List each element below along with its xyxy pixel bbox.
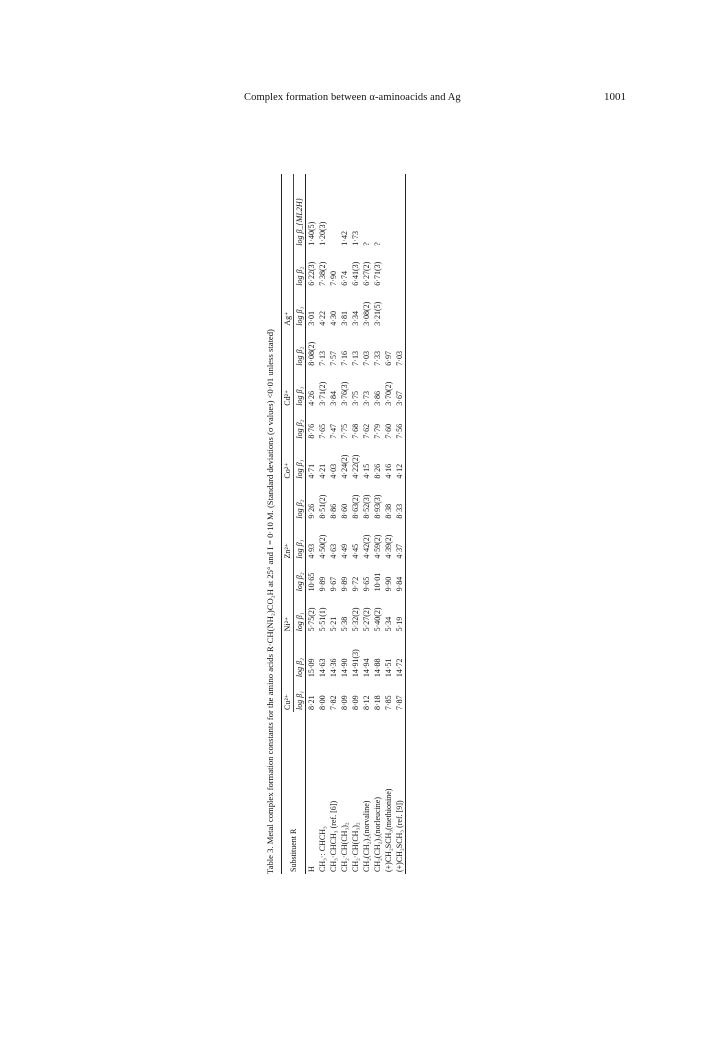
- value-cell: 8·76: [307, 423, 316, 439]
- value-cell: 8·38: [384, 503, 393, 519]
- value-cell: 6·27(2): [362, 261, 371, 286]
- substituent-cell: CH₂(CH₂)₂(norvaline): [362, 800, 371, 872]
- value-cell: 8·12: [362, 695, 371, 710]
- value-cell: 7·13: [351, 351, 360, 366]
- value-cell: 10·65: [307, 572, 316, 592]
- value-cell: 7·47: [329, 423, 338, 439]
- substituent-cell: CH₃·CHCH₃ (ref. [6]): [329, 800, 338, 872]
- value-cell: 3·08(2): [362, 301, 371, 326]
- column-subheader: log β₂: [295, 658, 304, 678]
- value-cell: 7·16: [340, 351, 349, 366]
- substituent-cell: (+)CH₂SCH₃ (ref. [9]): [395, 800, 404, 872]
- table-row: [394, 174, 406, 874]
- table-row: [350, 174, 361, 874]
- table-row: [328, 174, 339, 874]
- page-number: 1001: [604, 91, 626, 103]
- value-cell: 5·27(2): [362, 607, 371, 632]
- value-cell: 1·20(3): [318, 221, 327, 246]
- value-cell: 4·71: [307, 463, 316, 479]
- value-cell: 9·84: [395, 576, 404, 592]
- value-cell: ?: [373, 242, 382, 246]
- substituent-cell: (+)CH₂SCH₃(methionine): [384, 788, 393, 872]
- value-cell: 8·63(2): [351, 494, 360, 519]
- value-cell: 7·62: [362, 423, 371, 439]
- metal-header: Ni²⁺: [282, 561, 294, 634]
- value-cell: 6·97: [384, 351, 393, 366]
- value-cell: 3·01: [307, 311, 316, 326]
- value-cell: 14·72: [395, 658, 404, 678]
- value-cell: 6·74: [340, 271, 349, 286]
- value-cell: 9·72: [351, 576, 360, 592]
- value-cell: 6·22(3): [307, 261, 316, 286]
- substituent-cell: CH₂·CH(CH₃)₂: [351, 822, 360, 872]
- value-cell: 14·94: [362, 658, 371, 678]
- table-row: [339, 174, 350, 874]
- value-cell: 7·60: [384, 423, 393, 439]
- column-subheader: log β₁: [295, 459, 304, 479]
- value-cell: 15·09: [307, 658, 316, 678]
- value-cell: 7·82: [329, 695, 338, 710]
- value-cell: 4·16: [384, 463, 393, 479]
- value-cell: 4·26: [307, 391, 316, 406]
- value-cell: 4·93: [307, 543, 316, 559]
- value-cell: 9·89: [318, 576, 327, 592]
- value-cell: 3·75: [351, 391, 360, 406]
- value-cell: 4·03: [329, 463, 338, 479]
- value-cell: 3·67: [395, 391, 404, 406]
- value-cell: 3·70(2): [384, 381, 393, 406]
- value-cell: 8·52(3): [362, 494, 371, 519]
- column-subheader: log β₁: [295, 386, 304, 406]
- running-title: Complex formation between α-aminoacids and Ag: [244, 92, 461, 103]
- value-cell: 7·85: [384, 695, 393, 710]
- value-cell: 5·40(2): [373, 607, 382, 632]
- value-cell: 14·36: [329, 658, 338, 678]
- rotated-table-block: [263, 174, 433, 874]
- value-cell: 4·21: [318, 463, 327, 479]
- metal-header: Cd²⁺: [282, 328, 294, 408]
- table-row: [372, 174, 383, 874]
- value-cell: 7·79: [373, 423, 382, 439]
- value-cell: 8·09: [340, 695, 349, 710]
- value-cell: 9·26: [307, 503, 316, 519]
- value-cell: 4·63: [329, 543, 338, 559]
- value-cell: 7·75: [340, 423, 349, 439]
- column-subheader: log β₂: [295, 572, 304, 592]
- value-cell: 4·12: [395, 463, 404, 479]
- value-cell: 14·63: [318, 658, 327, 678]
- value-cell: 14·88: [373, 658, 382, 678]
- value-cell: 4·59(2): [373, 534, 382, 559]
- column-subheader: log β_{ML2H}: [295, 198, 304, 246]
- value-cell: 9·90: [384, 576, 393, 592]
- value-cell: 7·03: [362, 351, 371, 366]
- value-cell: ?: [362, 242, 371, 246]
- value-cell: 8·26: [373, 463, 382, 479]
- value-cell: 5·34: [384, 616, 393, 632]
- value-cell: 10·01: [373, 572, 382, 592]
- value-cell: 4·30: [329, 311, 338, 326]
- table-row: [361, 174, 372, 874]
- value-cell: 3·81: [340, 311, 349, 326]
- value-cell: 8·60: [340, 503, 349, 519]
- value-cell: 6·41(3): [351, 261, 360, 286]
- table-caption: Table 3. Metal complex formation constants for the amino acids R·CH(NH₂)CO₂H at 25° and I = 0·10 M. (Standard deviations (σ values) <0·01 unless stated): [265, 329, 275, 874]
- value-cell: 9·67: [329, 576, 338, 592]
- substituent-cell: CH₂·CH(CH₃)₂: [340, 822, 349, 872]
- value-cell: 4·42(2): [362, 534, 371, 559]
- table-row: [306, 174, 318, 874]
- value-cell: 8·18: [373, 695, 382, 710]
- value-cell: 4·22(2): [351, 454, 360, 479]
- value-cell: 7·56: [395, 423, 404, 439]
- value-cell: 4·22: [318, 311, 327, 326]
- value-cell: 7·57: [329, 351, 338, 366]
- value-cell: 8·21: [307, 695, 316, 710]
- value-cell: 3·84: [329, 391, 338, 406]
- substituent-cell: CH₂(CH₂)₃(norleucine): [373, 796, 382, 872]
- value-cell: 7·38(2): [318, 261, 327, 286]
- value-cell: 9·89: [340, 576, 349, 592]
- value-cell: [394, 174, 406, 248]
- table-body: [306, 174, 406, 874]
- value-cell: 8·33: [395, 503, 404, 519]
- value-cell: 8·00: [318, 695, 327, 710]
- value-cell: 5·32(2): [351, 607, 360, 632]
- metal-header: Cu²⁺: [282, 633, 294, 712]
- column-subheader: log β₁: [295, 306, 304, 326]
- value-cell: 3·86: [373, 391, 382, 406]
- formation-constants-table: [281, 174, 406, 874]
- value-cell: 14·90: [340, 658, 349, 678]
- value-cell: 4·37: [395, 543, 404, 559]
- value-cell: 8·86: [329, 503, 338, 519]
- table-row: [317, 174, 328, 874]
- value-cell: 3·34: [351, 311, 360, 326]
- value-cell: 14·91(3): [351, 649, 360, 678]
- value-cell: 9·65: [362, 576, 371, 592]
- value-cell: 3·73: [362, 391, 371, 406]
- metal-header: Co²⁺: [282, 408, 294, 481]
- column-subheader: log β₂: [295, 499, 304, 519]
- column-subheader: log β₂: [295, 419, 304, 439]
- value-cell: [394, 288, 406, 328]
- value-cell: 8·93(3): [373, 494, 382, 519]
- value-cell: 4·49: [340, 543, 349, 559]
- column-subheader: log β₁: [295, 612, 304, 632]
- value-cell: 4·45: [351, 543, 360, 559]
- value-cell: [328, 174, 339, 248]
- value-cell: 7·65: [318, 423, 327, 439]
- column-subheader: log β₁: [295, 691, 304, 710]
- value-cell: [383, 174, 394, 248]
- value-cell: 4·39(2): [384, 534, 393, 559]
- value-cell: 5·75(2): [307, 607, 316, 632]
- value-cell: 5·38: [340, 616, 349, 632]
- value-cell: [383, 248, 394, 288]
- value-cell: 5·51(1): [318, 607, 327, 632]
- substituent-header: Substituent R: [289, 828, 298, 872]
- table-row: [383, 174, 394, 874]
- value-cell: 8·08(2): [307, 341, 316, 366]
- value-cell: 7·87: [395, 695, 404, 710]
- value-cell: 4·15: [362, 463, 371, 479]
- value-cell: 14·51: [384, 658, 393, 678]
- value-cell: 4·24(2): [340, 454, 349, 479]
- value-cell: 7·33: [373, 351, 382, 366]
- value-cell: 5·19: [395, 616, 404, 632]
- value-cell: 3·71(2): [318, 381, 327, 406]
- substituent-cell: CH₃·: CHCH₃: [318, 826, 327, 872]
- value-cell: 3·76(3): [340, 381, 349, 406]
- column-subheader: log β₂: [295, 266, 304, 286]
- value-cell: 7·13: [318, 351, 327, 366]
- value-cell: 8·51(2): [318, 494, 327, 519]
- substituent-cell: H: [307, 866, 316, 872]
- value-cell: 8·09: [351, 695, 360, 710]
- value-cell: 5·21: [329, 616, 338, 632]
- metal-header: Zn²⁺: [282, 481, 294, 561]
- metal-header: Ag⁺: [282, 174, 294, 328]
- column-subheader: log β₂: [295, 346, 304, 366]
- column-subheader: log β₁: [295, 539, 304, 559]
- value-cell: [383, 288, 394, 328]
- value-cell: [394, 248, 406, 288]
- value-cell: 7·68: [351, 423, 360, 439]
- value-cell: 6·71(3): [373, 261, 382, 286]
- value-cell: 3·21(5): [373, 301, 382, 326]
- value-cell: 4·50(2): [318, 534, 327, 559]
- value-cell: 7·03: [395, 351, 404, 366]
- value-cell: 1·42: [340, 231, 349, 246]
- value-cell: 1·40(5): [307, 221, 316, 246]
- value-cell: 7·90: [329, 271, 338, 286]
- value-cell: 1·73: [351, 231, 360, 246]
